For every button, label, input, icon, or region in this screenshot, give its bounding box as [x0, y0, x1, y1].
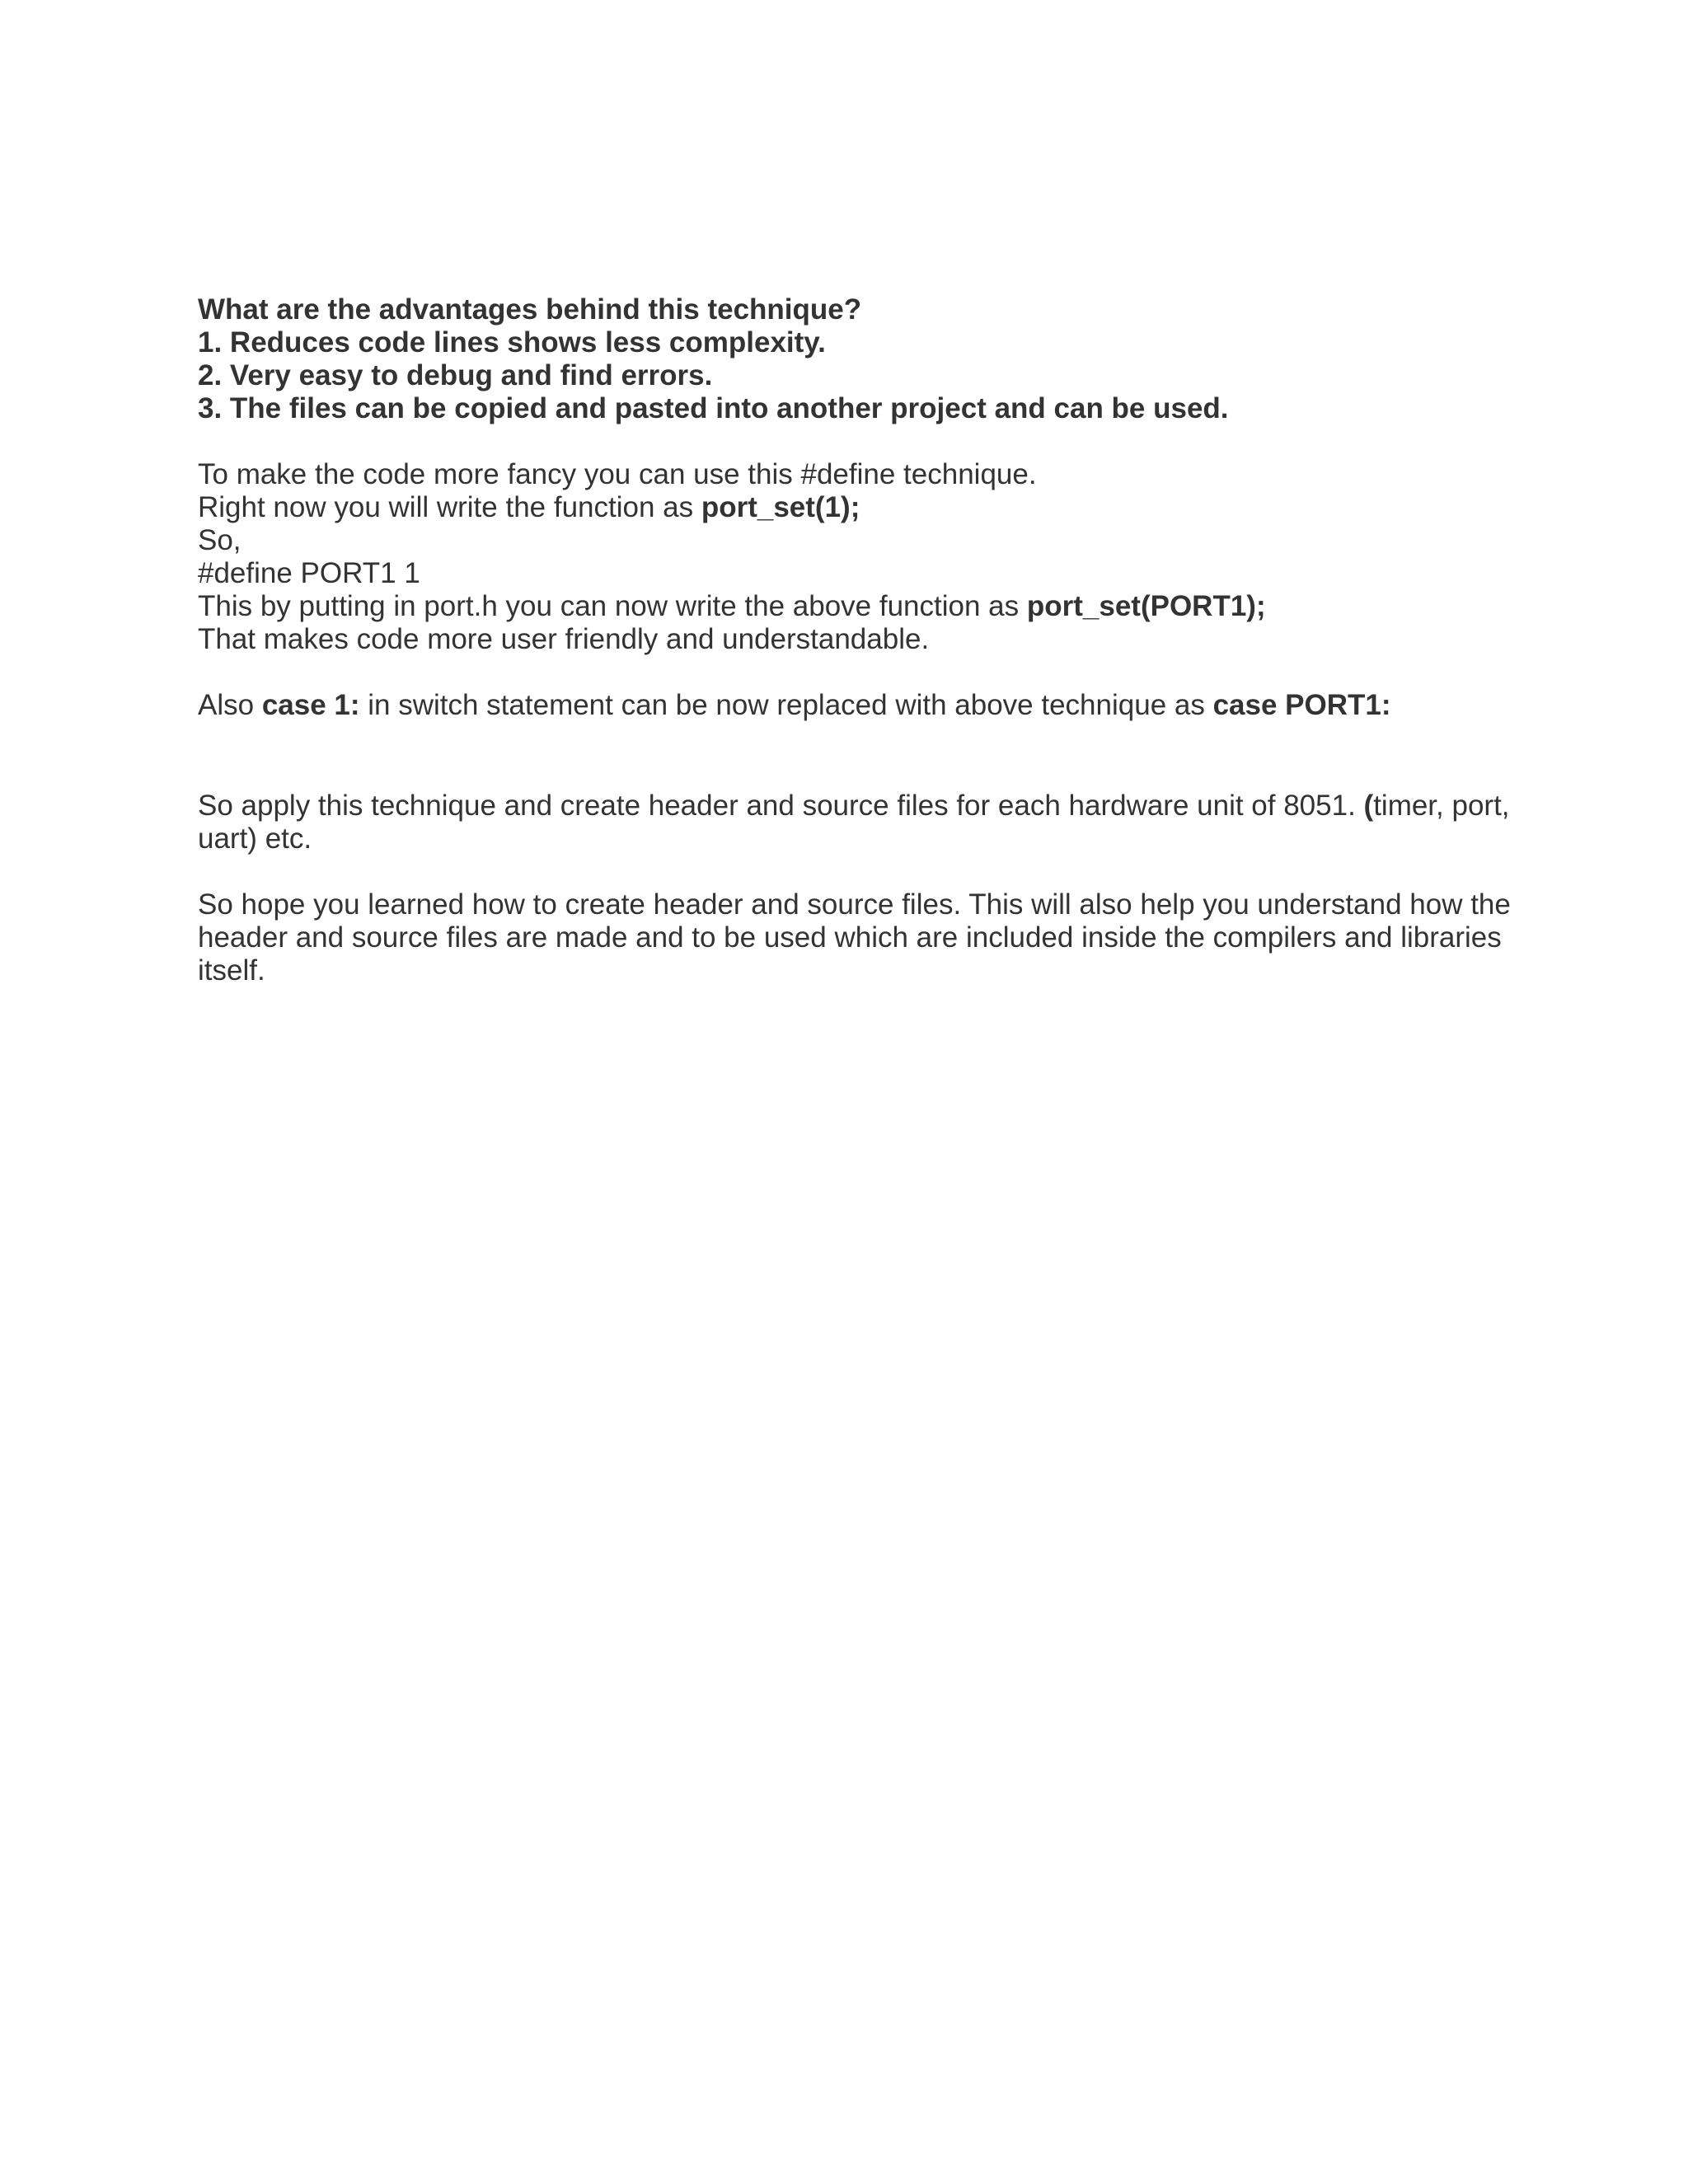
define-line-1: To make the code more fancy you can use this #define technique.: [198, 458, 1037, 490]
case-line: Also case 1: in switch statement can be now replaced with above technique as case PORT1:: [198, 689, 1391, 721]
conclusion-paragraph: So hope you learned how to create header and source files. This will also help you understand how the header and source files are made and to be used which are included inside the compilers and libraries itself.: [198, 888, 1511, 987]
define-block: [198, 458, 1533, 656]
case-block: [198, 689, 1533, 722]
define-line-3: So,: [198, 524, 241, 556]
apply-paragraph: So apply this technique and create header and source files for each hardware unit of 8051. (timer, port, uart) etc.: [198, 790, 1510, 855]
advantage-item-2: 2. Very easy to debug and find errors.: [198, 359, 713, 391]
advantages-block: [198, 293, 1533, 425]
advantages-heading: What are the advantages behind this technique?: [198, 293, 862, 326]
advantage-item-1: 1. Reduces code lines shows less complexity.: [198, 326, 826, 359]
define-line-2: Right now you will write the function as port_set(1);: [198, 491, 860, 523]
define-line-5: This by putting in port.h you can now write the above function as port_set(PORT1);: [198, 590, 1266, 622]
advantage-item-3: 3. The files can be copied and pasted into another project and can be used.: [198, 392, 1229, 424]
define-line-6: That makes code more user friendly and understandable.: [198, 623, 930, 655]
page-content: [198, 293, 1533, 987]
define-line-4: #define PORT1 1: [198, 557, 420, 589]
